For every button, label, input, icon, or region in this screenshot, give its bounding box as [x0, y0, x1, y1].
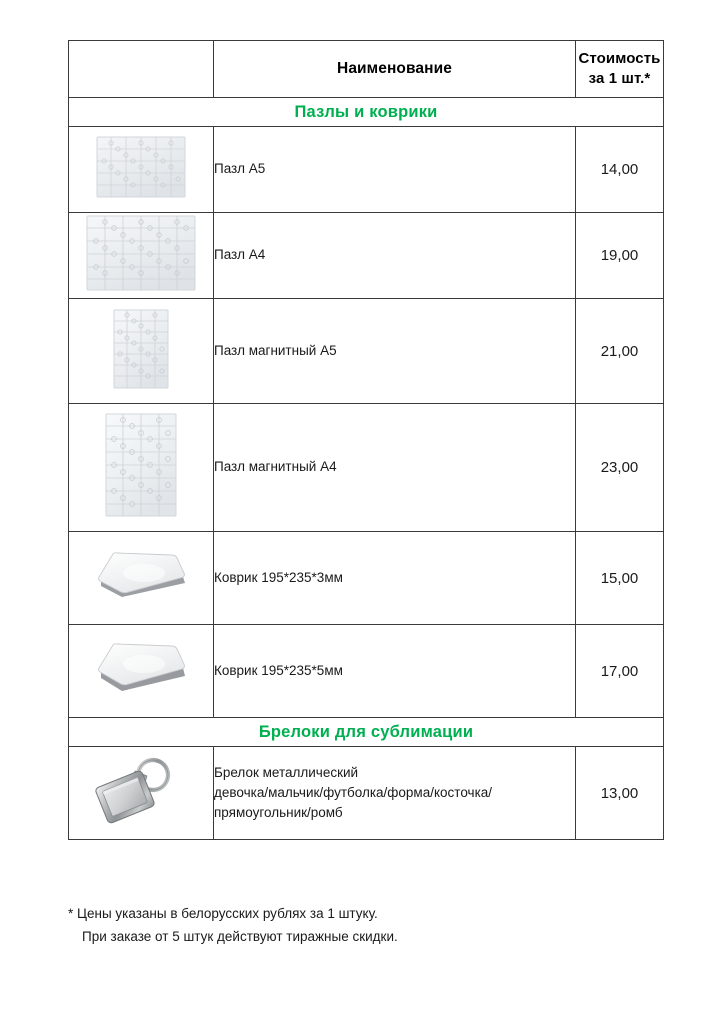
product-name: Коврик 195*235*5мм — [214, 625, 576, 718]
product-name-line2: девочка/мальчик/футболка/форма/косточка/ — [214, 784, 493, 800]
puzzle-landscape-a5-icon — [96, 136, 186, 198]
table-row — [69, 404, 664, 532]
product-price: 19,00 — [576, 213, 664, 299]
product-name: Пазл А4 — [214, 213, 576, 299]
table-row — [69, 747, 664, 840]
header-price-line2: за 1 шт.* — [588, 70, 651, 87]
product-name: Пазл магнитный А5 — [214, 299, 576, 404]
table-row — [69, 532, 664, 625]
product-price: 13,00 — [576, 747, 664, 840]
product-image-cell — [69, 404, 214, 532]
product-image-cell — [69, 213, 214, 299]
table-row — [69, 625, 664, 718]
product-image-cell — [69, 747, 214, 840]
product-name-line3: прямоугольник/ромб — [214, 805, 343, 821]
table-row — [69, 127, 664, 213]
footnote — [68, 903, 628, 948]
product-image-cell — [69, 299, 214, 404]
product-image-cell — [69, 532, 214, 625]
product-price: 17,00 — [576, 625, 664, 718]
product-price: 21,00 — [576, 299, 664, 404]
table-header-row — [69, 41, 664, 98]
section-header-cell — [69, 718, 664, 747]
product-price: 23,00 — [576, 404, 664, 532]
metal-keychain-icon — [91, 755, 191, 827]
footnote-line-1: * Цены указаны в белорусских рублях за 1 штуку. — [68, 906, 378, 921]
section-title-keychains: Брелоки для сублимации — [258, 722, 474, 741]
mousepad-3mm-icon — [89, 546, 193, 606]
puzzle-landscape-a4-icon — [86, 215, 196, 291]
product-name: Коврик 195*235*3мм — [214, 532, 576, 625]
table-row — [69, 299, 664, 404]
product-name — [214, 747, 576, 840]
header-price-line1: Стоимость — [578, 49, 661, 67]
footnote-line-2: При заказе от 5 штук действуют тиражные скидки. — [82, 928, 398, 944]
section-header-cell — [69, 98, 664, 127]
mousepad-5mm-icon — [89, 637, 193, 701]
section-title-puzzles: Пазлы и коврики — [294, 102, 438, 121]
product-name: Пазл магнитный А4 — [214, 404, 576, 532]
puzzle-portrait-magnetic-a5-icon — [113, 309, 169, 389]
product-image-cell — [69, 127, 214, 213]
product-name-line1: Брелок металлический — [214, 764, 359, 780]
product-price: 15,00 — [576, 532, 664, 625]
section-header-row-puzzles — [69, 98, 664, 127]
product-name: Пазл А5 — [214, 127, 576, 213]
product-price: 14,00 — [576, 127, 664, 213]
header-price-column — [576, 41, 664, 98]
product-image-cell — [69, 625, 214, 718]
price-table — [68, 40, 664, 840]
header-name-column: Наименование — [214, 41, 576, 98]
table-row — [69, 213, 664, 299]
header-image-column — [69, 41, 214, 98]
section-header-row-keychains — [69, 718, 664, 747]
puzzle-portrait-magnetic-a4-icon — [105, 413, 177, 517]
